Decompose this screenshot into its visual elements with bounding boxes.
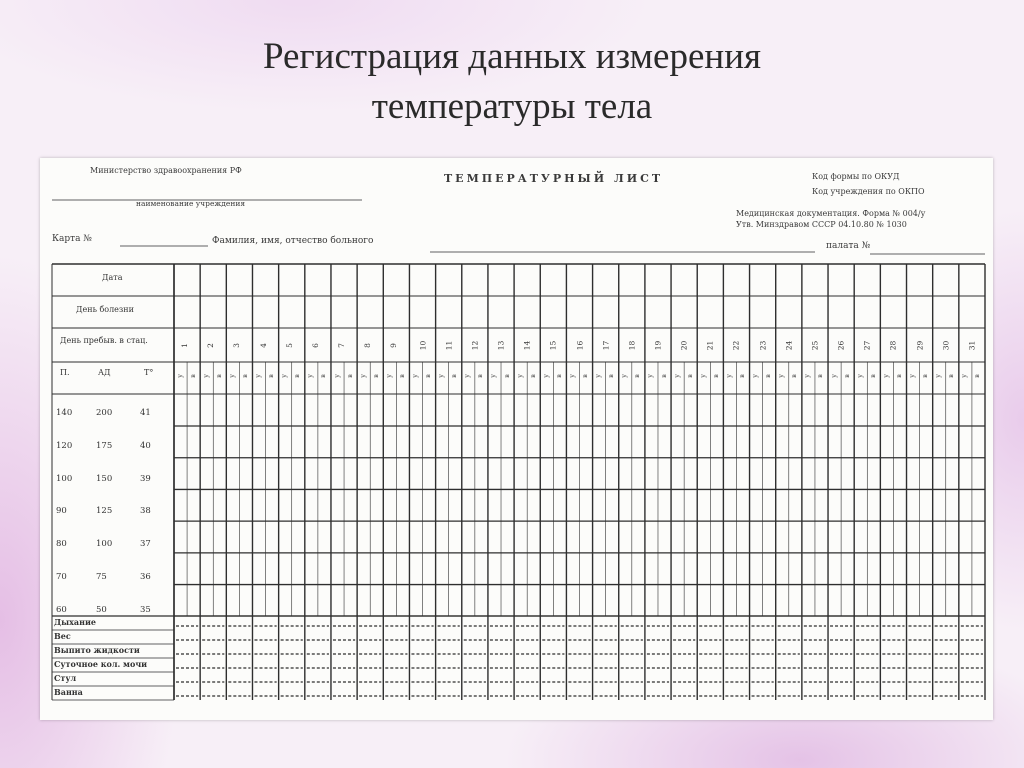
morning-label-3: у bbox=[227, 374, 236, 378]
morning-label-6: у bbox=[306, 374, 315, 378]
morning-label-18: у bbox=[620, 374, 629, 378]
scale-p-0: 140 bbox=[56, 408, 73, 418]
day-number-6: 6 bbox=[310, 343, 320, 348]
day-number-12: 12 bbox=[470, 340, 480, 351]
evening-label-18: в bbox=[633, 374, 642, 378]
approved-label: Утв. Минздравом СССР 04.10.80 № 1030 bbox=[736, 220, 907, 229]
scale-ad-0: 200 bbox=[96, 408, 113, 418]
evening-label-5: в bbox=[293, 374, 302, 378]
evening-label-8: в bbox=[371, 374, 380, 378]
day-number-21: 21 bbox=[705, 340, 715, 351]
evening-label-29: в bbox=[920, 374, 929, 378]
bottom-row-label-2: Выпито жидкости bbox=[54, 645, 140, 655]
evening-label-22: в bbox=[737, 374, 746, 378]
day-number-28: 28 bbox=[888, 340, 898, 351]
evening-label-2: в bbox=[214, 374, 223, 378]
evening-label-26: в bbox=[842, 374, 851, 378]
card-number-label: Карта № bbox=[52, 234, 92, 244]
morning-label-11: у bbox=[437, 374, 446, 378]
row-label-stay-day: День пребыв. в стац. bbox=[60, 336, 148, 345]
evening-label-23: в bbox=[763, 374, 772, 378]
evening-label-4: в bbox=[266, 374, 275, 378]
day-number-23: 23 bbox=[757, 340, 767, 351]
row-label-date: Дата bbox=[102, 273, 123, 282]
morning-label-29: у bbox=[907, 374, 916, 378]
evening-label-1: в bbox=[188, 374, 197, 378]
day-number-2: 2 bbox=[206, 343, 216, 348]
day-number-13: 13 bbox=[496, 340, 506, 351]
document-title: ТЕМПЕРАТУРНЫЙ ЛИСТ bbox=[444, 172, 664, 185]
scale-ad-4: 100 bbox=[96, 539, 113, 550]
morning-label-2: у bbox=[201, 374, 210, 378]
day-number-1: 1 bbox=[179, 343, 189, 348]
morning-label-16: у bbox=[567, 374, 576, 378]
scale-ad-1: 175 bbox=[96, 440, 113, 451]
morning-label-5: у bbox=[280, 374, 289, 378]
evening-label-9: в bbox=[397, 374, 406, 378]
evening-label-13: в bbox=[502, 374, 511, 378]
morning-label-17: у bbox=[594, 374, 603, 378]
day-number-24: 24 bbox=[784, 340, 794, 351]
morning-label-21: у bbox=[698, 374, 707, 378]
day-number-22: 22 bbox=[731, 340, 741, 351]
slide-title-line-1: Регистрация данных измерения bbox=[262, 36, 762, 77]
scale-t-1: 40 bbox=[140, 440, 151, 451]
column-label-pulse: П. bbox=[60, 368, 70, 377]
evening-label-21: в bbox=[711, 374, 720, 378]
row-label-illness-day: День болезни bbox=[76, 305, 134, 314]
evening-label-19: в bbox=[659, 374, 668, 378]
morning-label-19: у bbox=[646, 374, 655, 378]
scale-p-4: 80 bbox=[56, 539, 67, 550]
day-number-30: 30 bbox=[941, 340, 951, 351]
morning-label-22: у bbox=[724, 374, 733, 378]
morning-label-15: у bbox=[541, 374, 550, 378]
scale-ad-5: 75 bbox=[96, 572, 107, 582]
day-number-3: 3 bbox=[232, 343, 242, 348]
morning-label-4: у bbox=[253, 374, 262, 378]
morning-label-23: у bbox=[750, 374, 759, 378]
day-number-9: 9 bbox=[389, 343, 399, 348]
evening-label-28: в bbox=[894, 374, 903, 378]
morning-label-20: у bbox=[672, 374, 681, 378]
day-number-25: 25 bbox=[810, 340, 820, 351]
day-number-17: 17 bbox=[600, 340, 610, 351]
temperature-sheet-form bbox=[40, 158, 993, 720]
morning-label-26: у bbox=[829, 374, 838, 378]
bottom-row-label-1: Вес bbox=[54, 631, 71, 641]
scale-ad-3: 125 bbox=[96, 506, 113, 517]
okud-label: Код формы по ОКУД bbox=[812, 172, 900, 181]
bottom-row-label-3: Суточное кол. мочи bbox=[54, 659, 148, 669]
column-label-temperature: Т° bbox=[144, 368, 154, 377]
scale-t-6: 35 bbox=[140, 604, 151, 615]
scale-t-0: 41 bbox=[140, 408, 151, 418]
scale-p-5: 70 bbox=[56, 572, 67, 582]
morning-label-1: у bbox=[175, 374, 184, 378]
day-number-27: 27 bbox=[862, 340, 872, 351]
day-number-19: 19 bbox=[653, 340, 663, 351]
column-label-blood-pressure: АД bbox=[98, 368, 111, 377]
day-number-29: 29 bbox=[914, 340, 924, 351]
morning-label-27: у bbox=[855, 374, 864, 378]
morning-label-30: у bbox=[934, 374, 943, 378]
scale-p-2: 100 bbox=[56, 473, 73, 484]
scale-t-2: 39 bbox=[140, 473, 151, 484]
evening-label-27: в bbox=[868, 374, 877, 378]
scale-t-5: 36 bbox=[140, 572, 151, 582]
morning-label-7: у bbox=[332, 374, 341, 378]
day-number-20: 20 bbox=[679, 340, 689, 351]
scale-t-3: 38 bbox=[140, 506, 151, 517]
scale-t-4: 37 bbox=[140, 539, 151, 550]
slide-title-line-2: температуры тела bbox=[371, 86, 653, 127]
morning-label-10: у bbox=[410, 374, 419, 378]
scale-ad-2: 150 bbox=[96, 473, 113, 484]
evening-label-16: в bbox=[580, 374, 589, 378]
bottom-row-label-5: Ванна bbox=[54, 687, 83, 697]
scale-ad-6: 50 bbox=[96, 604, 107, 615]
evening-label-14: в bbox=[528, 374, 537, 378]
evening-label-6: в bbox=[319, 374, 328, 378]
day-number-14: 14 bbox=[522, 340, 532, 351]
morning-label-25: у bbox=[803, 374, 812, 378]
evening-label-24: в bbox=[790, 374, 799, 378]
med-doc-label: Медицинская документация. Форма № 004/у bbox=[736, 209, 926, 218]
scale-p-3: 90 bbox=[56, 506, 67, 517]
morning-label-24: у bbox=[777, 374, 786, 378]
morning-label-13: у bbox=[489, 374, 498, 378]
evening-label-10: в bbox=[423, 374, 432, 378]
morning-label-14: у bbox=[515, 374, 524, 378]
evening-label-7: в bbox=[345, 374, 354, 378]
evening-label-31: в bbox=[973, 374, 982, 378]
bottom-row-label-0: Дыхание bbox=[54, 617, 96, 627]
evening-label-12: в bbox=[476, 374, 485, 378]
morning-label-31: у bbox=[960, 374, 969, 378]
morning-label-8: у bbox=[358, 374, 367, 378]
day-number-16: 16 bbox=[574, 340, 584, 351]
evening-label-25: в bbox=[816, 374, 825, 378]
day-number-18: 18 bbox=[627, 340, 637, 351]
ministry-label: Министерство здравоохранения РФ bbox=[90, 166, 242, 175]
morning-label-9: у bbox=[384, 374, 393, 378]
day-number-5: 5 bbox=[284, 343, 294, 348]
institution-caption: наименование учреждения bbox=[136, 199, 246, 208]
patient-name-label: Фамилия, имя, отчество больного bbox=[212, 236, 374, 246]
slide-title bbox=[0, 32, 1024, 132]
day-number-31: 31 bbox=[967, 340, 977, 351]
evening-label-20: в bbox=[685, 374, 694, 378]
bottom-row-label-4: Стул bbox=[54, 673, 77, 683]
morning-label-12: у bbox=[463, 374, 472, 378]
day-number-15: 15 bbox=[548, 340, 558, 351]
evening-label-11: в bbox=[450, 374, 459, 378]
morning-label-28: у bbox=[881, 374, 890, 378]
day-number-11: 11 bbox=[443, 340, 453, 351]
evening-label-15: в bbox=[554, 374, 563, 378]
evening-label-30: в bbox=[947, 374, 956, 378]
scale-p-1: 120 bbox=[56, 440, 73, 451]
day-number-10: 10 bbox=[417, 340, 427, 351]
day-number-4: 4 bbox=[258, 343, 268, 348]
ward-number-label: палата № bbox=[826, 241, 871, 251]
evening-label-17: в bbox=[607, 374, 616, 378]
scale-p-6: 60 bbox=[56, 604, 67, 615]
okpo-label: Код учреждения по ОКПО bbox=[812, 187, 925, 196]
day-number-26: 26 bbox=[836, 340, 846, 351]
evening-label-3: в bbox=[240, 374, 249, 378]
day-number-7: 7 bbox=[336, 343, 346, 348]
day-number-8: 8 bbox=[363, 343, 373, 348]
